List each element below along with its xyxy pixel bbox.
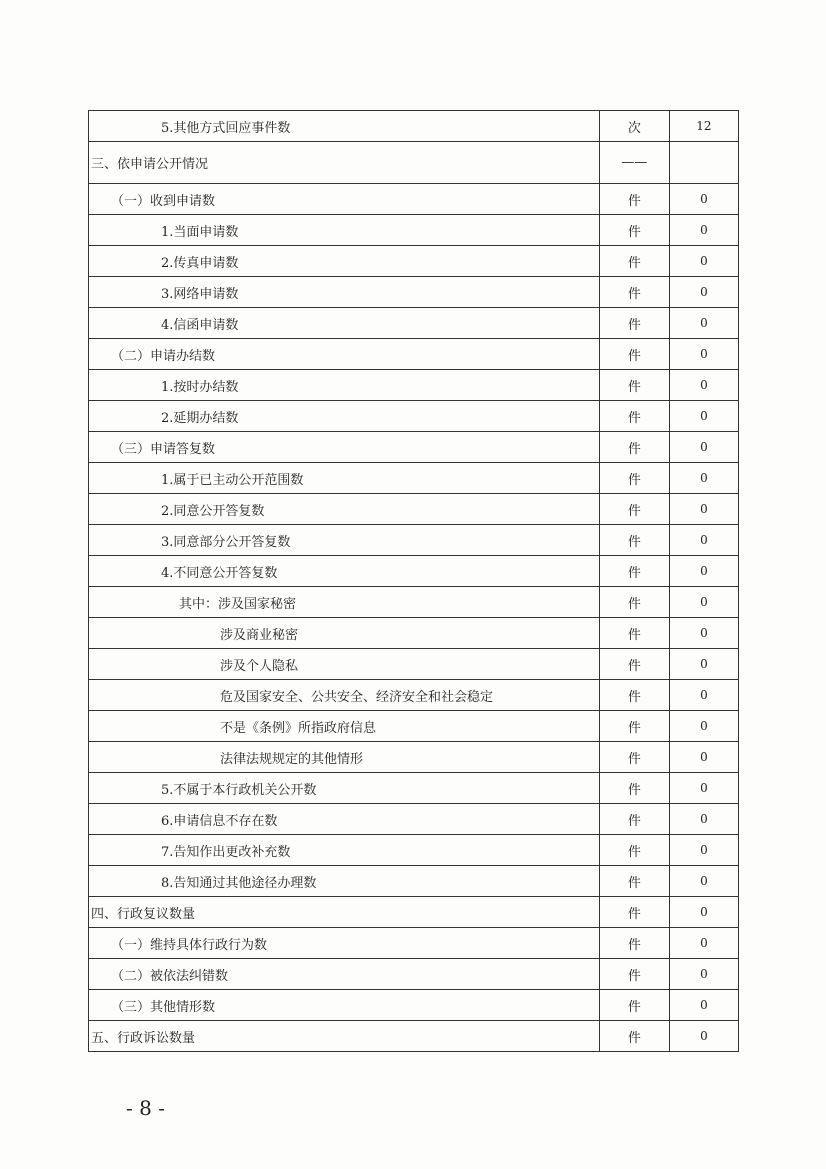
unit-cell [599, 959, 669, 990]
value-label: 0 [700, 440, 708, 454]
value-cell [669, 463, 738, 494]
value-label: 12 [696, 119, 712, 133]
unit-label: 件 [627, 689, 641, 705]
item-cell [89, 184, 600, 215]
table-row [89, 866, 739, 897]
value-label: 0 [700, 502, 708, 516]
table-row [89, 835, 739, 866]
value-label: 0 [700, 285, 708, 299]
item-label: 2.延期办结数 [161, 410, 239, 426]
value-label: 0 [700, 626, 708, 640]
unit-cell [599, 556, 669, 587]
item-label: （二）被依法纠错数 [111, 968, 229, 984]
item-cell [89, 804, 600, 835]
value-cell [669, 142, 738, 184]
value-label: 0 [700, 409, 708, 423]
value-cell [669, 835, 738, 866]
item-cell [89, 556, 600, 587]
unit-label: 件 [627, 193, 641, 209]
unit-label: 件 [627, 317, 641, 333]
table-row [89, 897, 739, 928]
table-row [89, 680, 739, 711]
unit-label: 件 [627, 255, 641, 271]
unit-label: 件 [627, 999, 641, 1015]
unit-label: 件 [627, 658, 641, 674]
unit-label: 次 [627, 120, 641, 136]
unit-label: 件 [627, 844, 641, 860]
item-label: 3.网络申请数 [161, 286, 239, 302]
value-cell [669, 246, 738, 277]
item-label: 5.不属于本行政机关公开数 [161, 782, 317, 798]
table-row [89, 215, 739, 246]
item-label: 1.按时办结数 [161, 379, 239, 395]
unit-label: 件 [627, 937, 641, 953]
unit-cell [599, 142, 669, 184]
item-label: 4.信函申请数 [161, 317, 239, 333]
item-label: 6.申请信息不存在数 [161, 813, 278, 829]
value-cell [669, 1021, 738, 1052]
value-label: 0 [700, 471, 708, 485]
item-cell [89, 959, 600, 990]
value-label: 0 [700, 905, 708, 919]
unit-label: 件 [627, 720, 641, 736]
value-cell [669, 804, 738, 835]
unit-cell [599, 804, 669, 835]
unit-cell [599, 401, 669, 432]
statistics-table [88, 110, 739, 1052]
item-label: 危及国家安全、公共安全、经济安全和社会稳定 [220, 689, 494, 705]
value-label: 0 [700, 936, 708, 950]
value-label: 0 [700, 812, 708, 826]
table-body [89, 111, 739, 1052]
item-cell [89, 494, 600, 525]
unit-label: 件 [627, 627, 641, 643]
unit-label: 件 [627, 565, 641, 581]
value-label: 0 [700, 781, 708, 795]
item-cell [89, 680, 600, 711]
value-label: 0 [700, 750, 708, 764]
table-row [89, 556, 739, 587]
value-cell [669, 990, 738, 1021]
unit-cell [599, 649, 669, 680]
item-label: （二）申请办结数 [111, 348, 216, 364]
value-cell [669, 773, 738, 804]
table-row [89, 401, 739, 432]
unit-cell [599, 773, 669, 804]
item-cell [89, 618, 600, 649]
item-cell [89, 525, 600, 556]
unit-label: 件 [627, 441, 641, 457]
table-row [89, 142, 739, 184]
unit-label: 件 [627, 906, 641, 922]
unit-cell [599, 308, 669, 339]
value-label: 0 [700, 688, 708, 702]
item-label: 2.传真申请数 [161, 255, 239, 271]
value-label: 0 [700, 595, 708, 609]
value-cell [669, 928, 738, 959]
unit-label: 件 [627, 503, 641, 519]
value-cell [669, 959, 738, 990]
table-row [89, 804, 739, 835]
value-cell [669, 866, 738, 897]
table-row [89, 742, 739, 773]
value-label: 0 [700, 192, 708, 206]
item-cell [89, 773, 600, 804]
item-cell [89, 246, 600, 277]
value-cell [669, 618, 738, 649]
unit-label: 件 [627, 534, 641, 550]
item-cell [89, 215, 600, 246]
table-row [89, 432, 739, 463]
item-label: 不是《条例》所指政府信息 [220, 720, 377, 736]
table-row [89, 928, 739, 959]
unit-cell [599, 680, 669, 711]
unit-cell [599, 711, 669, 742]
unit-cell [599, 277, 669, 308]
item-cell [89, 928, 600, 959]
item-cell [89, 990, 600, 1021]
value-cell [669, 494, 738, 525]
unit-label: 件 [627, 596, 641, 612]
unit-label: 件 [627, 348, 641, 364]
value-cell [669, 587, 738, 618]
unit-label: 件 [627, 286, 641, 302]
value-cell [669, 742, 738, 773]
unit-label: —— [621, 155, 648, 170]
unit-cell [599, 432, 669, 463]
unit-cell [599, 463, 669, 494]
item-cell [89, 432, 600, 463]
unit-cell [599, 835, 669, 866]
value-label: 0 [700, 533, 708, 547]
item-label: 其中：涉及国家秘密 [179, 596, 297, 612]
unit-cell [599, 618, 669, 649]
item-label: 五、行政诉讼数量 [91, 1030, 196, 1046]
value-label: 0 [700, 843, 708, 857]
item-label: 法律法规规定的其他情形 [220, 751, 364, 767]
value-cell [669, 308, 738, 339]
unit-cell [599, 215, 669, 246]
table-row [89, 111, 739, 142]
item-label: 四、行政复议数量 [91, 906, 196, 922]
unit-label: 件 [627, 472, 641, 488]
unit-cell [599, 494, 669, 525]
value-label: 0 [700, 657, 708, 671]
item-label: （三）申请答复数 [111, 441, 216, 457]
table-row [89, 308, 739, 339]
unit-cell [599, 184, 669, 215]
value-label: 0 [700, 719, 708, 733]
unit-label: 件 [627, 1030, 641, 1046]
item-cell [89, 1021, 600, 1052]
value-cell [669, 370, 738, 401]
unit-label: 件 [627, 224, 641, 240]
value-cell [669, 711, 738, 742]
item-label: 1.属于已主动公开范围数 [161, 472, 304, 488]
item-cell [89, 277, 600, 308]
table-row [89, 246, 739, 277]
unit-cell [599, 1021, 669, 1052]
unit-label: 件 [627, 410, 641, 426]
value-cell [669, 649, 738, 680]
unit-label: 件 [627, 968, 641, 984]
item-cell [89, 463, 600, 494]
table-row [89, 277, 739, 308]
unit-cell [599, 525, 669, 556]
item-label: （一）收到申请数 [111, 193, 216, 209]
item-label: 三、依申请公开情况 [91, 157, 209, 172]
item-label: 3.同意部分公开答复数 [161, 534, 291, 550]
item-cell [89, 142, 600, 184]
item-cell [89, 370, 600, 401]
value-label: 0 [700, 347, 708, 361]
item-cell [89, 111, 600, 142]
item-label: （一）维持具体行政行为数 [111, 937, 268, 953]
item-cell [89, 587, 600, 618]
value-cell [669, 277, 738, 308]
item-label: 8.告知通过其他途径办理数 [161, 875, 317, 891]
value-cell [669, 215, 738, 246]
item-cell [89, 866, 600, 897]
unit-cell [599, 246, 669, 277]
item-cell [89, 649, 600, 680]
item-label: （三）其他情形数 [111, 999, 216, 1015]
unit-cell [599, 587, 669, 618]
value-label: 0 [700, 378, 708, 392]
value-cell [669, 184, 738, 215]
item-label: 1.当面申请数 [161, 224, 239, 240]
value-cell [669, 680, 738, 711]
table-row [89, 959, 739, 990]
value-cell [669, 432, 738, 463]
value-label: 0 [700, 1029, 708, 1043]
item-cell [89, 308, 600, 339]
value-label: 0 [700, 564, 708, 578]
value-label: 0 [700, 967, 708, 981]
item-cell [89, 897, 600, 928]
table-row [89, 370, 739, 401]
value-cell [669, 556, 738, 587]
item-label: 涉及商业秘密 [220, 627, 299, 643]
unit-cell [599, 111, 669, 142]
value-cell [669, 897, 738, 928]
table-row [89, 1021, 739, 1052]
table-row [89, 587, 739, 618]
table-row [89, 990, 739, 1021]
item-cell [89, 835, 600, 866]
item-cell [89, 339, 600, 370]
unit-label: 件 [627, 875, 641, 891]
table-row [89, 339, 739, 370]
table-row [89, 649, 739, 680]
page-number: - 8 - [126, 1096, 165, 1120]
table-row [89, 618, 739, 649]
unit-cell [599, 897, 669, 928]
unit-cell [599, 339, 669, 370]
unit-label: 件 [627, 813, 641, 829]
item-label: 4.不同意公开答复数 [161, 565, 278, 581]
value-cell [669, 111, 738, 142]
value-label: 0 [700, 316, 708, 330]
item-cell [89, 401, 600, 432]
unit-label: 件 [627, 379, 641, 395]
table-row [89, 773, 739, 804]
unit-label: 件 [627, 751, 641, 767]
unit-label: 件 [627, 782, 641, 798]
unit-cell [599, 928, 669, 959]
item-label: 7.告知作出更改补充数 [161, 844, 291, 860]
item-label: 2.同意公开答复数 [161, 503, 265, 519]
value-cell [669, 339, 738, 370]
value-cell [669, 401, 738, 432]
table-row [89, 711, 739, 742]
value-label: 0 [700, 874, 708, 888]
table-row [89, 463, 739, 494]
table-row [89, 184, 739, 215]
table-row [89, 525, 739, 556]
value-label: 0 [700, 254, 708, 268]
table-row [89, 494, 739, 525]
value-label: 0 [700, 223, 708, 237]
unit-cell [599, 866, 669, 897]
value-cell [669, 525, 738, 556]
item-label: 涉及个人隐私 [220, 658, 299, 674]
unit-cell [599, 370, 669, 401]
unit-cell [599, 742, 669, 773]
value-label: 0 [700, 998, 708, 1012]
item-cell [89, 742, 600, 773]
unit-cell [599, 990, 669, 1021]
item-cell [89, 711, 600, 742]
item-label: 5.其他方式回应事件数 [161, 120, 291, 136]
